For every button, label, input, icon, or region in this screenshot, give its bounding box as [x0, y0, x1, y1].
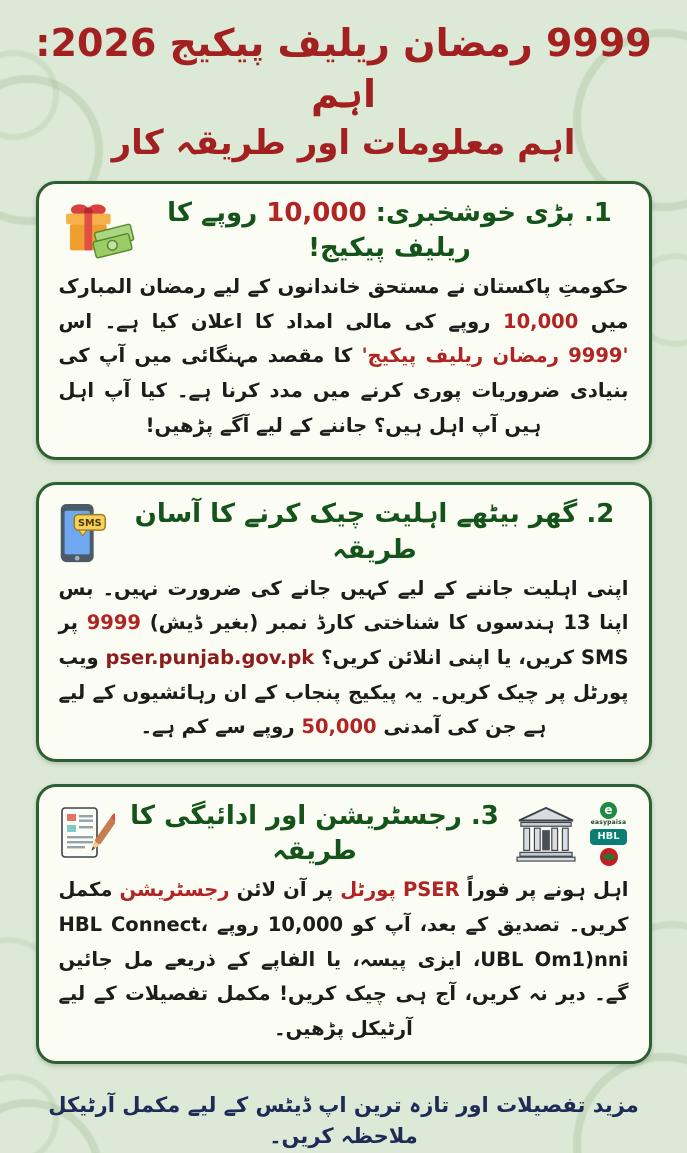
easypaisa-label: easypaisa: [590, 819, 627, 827]
card2-body-seg2: پر SMS کریں، یا اپنی انلائن کریں؟: [58, 611, 629, 670]
card3-body-registration: رجسٹریشن: [119, 878, 230, 902]
card2-body-seg4: روپے سے کم ہے۔: [140, 715, 302, 739]
card1-heading-amount: 10,000: [266, 197, 367, 228]
page-title-line2: اہم معلومات اور طریقہ کار: [111, 122, 576, 163]
sms-phone-icon: [57, 502, 109, 564]
card-registration-payment: [36, 784, 652, 1064]
easypaisa-logo: [591, 802, 626, 826]
card3-body-seg1: اہل ہونے پر فوراً: [459, 878, 629, 902]
card-eligibility-check: [36, 482, 652, 762]
sms-bubble-label: SMS: [77, 517, 102, 529]
card2-heading-seg1: 2. گھر بیٹھے اہلیت چیک کرنے کا آسان طریقہ: [134, 499, 615, 565]
card1-heading-seg2: روپے کا ریلیف پیکیج!: [167, 197, 471, 263]
footer-note: مزید تفصیلات اور تازہ ترین اپ ڈیٹس کے لیے مکمل آرٹیکل ملاحظہ کریں۔: [48, 1092, 639, 1149]
card1-body: [59, 270, 629, 444]
card2-body-seg1: اپنی اہلیت جاننے کے لیے کہیں جانے کی ضرورت نہیں۔ بس اپنا 13 ہندسوں کا شناختی کارڈ نمبر (بغیر ڈیش): [58, 576, 629, 635]
card3-body-seg2: پر آن لائن: [229, 878, 341, 902]
roundel-leaf: [603, 854, 615, 860]
card1-body-seg1: حکومتِ پاکستان نے مستحق خاندانوں کے لیے رمضان المبارک میں: [58, 274, 629, 333]
card1-body-package-name: '9999 رمضان ریلیف پیکیج': [361, 344, 629, 368]
hbl-logo: HBL: [590, 829, 626, 845]
easypaisa-initial: e: [600, 802, 617, 819]
card3-heading-row: [57, 799, 631, 869]
payment-logo-stack: [587, 802, 631, 866]
gift-money-icon: [57, 201, 139, 261]
card-announcement: [36, 181, 652, 461]
card1-body-seg2: روپے کی مالی امداد کا اعلان کیا ہے۔ اس: [58, 309, 504, 333]
card3-heading: [125, 799, 505, 869]
card2-body-sms-code: 9999: [86, 611, 141, 635]
flag-roundel-logo: [600, 848, 618, 866]
page-title-line1: 9999 رمضان ریلیف پیکیج 2026: اہم: [35, 21, 652, 117]
card1-body-amount: 10,000: [503, 309, 579, 333]
card1-heading-seg1: 1. بڑی خوشخبری:: [366, 197, 612, 228]
footer: [40, 1090, 647, 1153]
card1-body-seg3: کا مقصد مہنگائی میں آپ کی بنیادی ضروریات پوری کرنے میں مدد کرنا ہے۔ کیا آپ اہل ہیں آپ اہل ہیں؟ جاننے کے لیے آگے پڑھیں!: [58, 344, 629, 437]
header: [30, 18, 657, 165]
document-pencil-icon: [57, 805, 115, 863]
card3-body: [59, 873, 629, 1047]
bank-icon: [515, 806, 577, 862]
card3-body-pser-portal: PSER پورٹل: [340, 878, 460, 902]
card2-body-income-limit: 50,000: [301, 715, 377, 739]
card2-heading: [119, 497, 631, 567]
card2-heading-row: [57, 497, 631, 567]
card1-heading-row: [57, 196, 631, 266]
card2-body: [59, 572, 629, 746]
card3-body-seg3: مکمل کریں۔ تصدیق کے بعد، آپ کو 10,000 روپے HBL Connect، UBL Om1)nni، ایزی پیسہ، یا الفاپے کے ذریعے مل جائیں گے۔ دیر نہ کریں، آج ہی چیک کریں! مکمل تفصیلات کے لیے آرٹیکل پڑھیں۔: [58, 878, 629, 1041]
card2-body-seg3: ویب پورٹل پر چیک کریں۔ یہ پیکیج پنجاب کے ان رہائشیوں کے لیے ہے جن کی آمدنی: [58, 646, 629, 739]
card3-heading-seg1: 3. رجسٹریشن اور ادائیگی کا طریقہ: [130, 801, 499, 867]
card1-heading: [149, 196, 631, 266]
card2-body-portal-url: pser.punjab.gov.pk: [105, 646, 315, 670]
